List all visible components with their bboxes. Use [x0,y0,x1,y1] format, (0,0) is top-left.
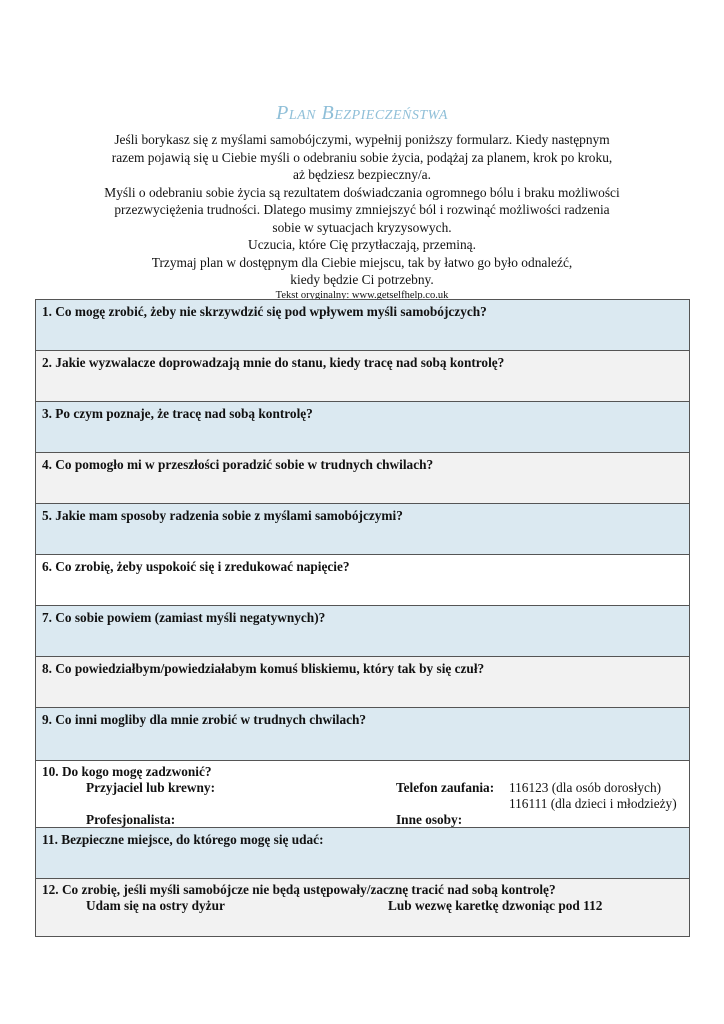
question-2-field[interactable] [36,351,689,402]
question-12-field[interactable] [36,879,689,936]
intro-line: przezwyciężenia trudności. Dlatego musimy zmniejszyć ból i rozwinąć możliwości radzenia [114,202,610,217]
question-5-label: 5. Jakie mam sposoby radzenia sobie z myślami samobójczymi? [42,508,403,523]
question-1-field[interactable] [36,300,689,351]
question-11-field[interactable] [36,828,689,879]
intro-line: Uczucia, które Cię przytłaczają, przeminą. [248,237,476,252]
intro-line: Trzymaj plan w dostępnym dla Ciebie miejscu, tak by łatwo go było odnaleźć, [151,254,573,270]
source-note: Tekst oryginalny: www.getselfhelp.co.uk [275,289,449,301]
intro-line: kiedy będzie Ci potrzebny. [290,272,434,287]
intro-text [40,131,684,302]
question-12-label: 12. Co zrobię, jeśli myśli samobójcze nie będą ustępowały/zacznę tracić nad sobą kontrolę? [42,882,556,897]
question-5-field[interactable] [36,504,689,555]
intro-line: sobie w sytuacjach kryzysowych. [272,219,452,235]
friend-label: Przyjaciel lub krewny: [86,780,216,795]
professional-label: Profesjonalista: [86,812,176,827]
others-label: Inne osoby: [396,812,463,827]
question-8-label: 8. Co powiedziałbym/powiedziałabym komuś bliskiemu, który tak by się czuł? [42,661,485,676]
question-1-label: 1. Co mogę zrobić, żeby nie skrzywdzić się pod wpływem myśli samobójczych? [42,304,487,319]
question-3-label: 3. Po czym poznaje, że tracę nad sobą kontrolę? [42,406,313,421]
intro-line: Jeśli borykasz się z myślami samobójczymi, wypełnij poniższy formularz. Kiedy następnym [114,132,610,147]
question-10-field[interactable] [36,761,689,828]
intro-line: aż będziesz bezpieczny/a. [293,167,431,182]
question-2-label: 2. Jakie wyzwalacze doprowadzają mnie do stanu, kiedy tracę nad sobą kontrolę? [42,355,505,370]
question-10-label: 10. Do kogo mogę zadzwonić? [42,764,212,779]
question-8-field[interactable] [36,657,689,708]
question-6-field[interactable] [36,555,689,606]
page-title: Plan Bezpieczeństwa [276,102,448,124]
hotline-youth: 116111 (dla dzieci i młodzieży) [509,796,677,811]
intro-line: Myśli o odebraniu sobie życia są rezultatem doświadczania ogromnego bólu i braku możliwości [104,184,620,200]
question-11-label: 11. Bezpieczne miejsce, do którego mogę się udać: [42,832,324,847]
safety-plan-form [35,299,690,937]
question-3-field[interactable] [36,402,689,453]
question-7-field[interactable] [36,606,689,657]
option-emergency-room: Udam się na ostry dyżur [86,898,225,913]
question-4-field[interactable] [36,453,689,504]
hotline-adults: 116123 (dla osób dorosłych) [509,780,662,795]
question-9-field[interactable] [36,708,689,761]
question-9-label: 9. Co inni mogliby dla mnie zrobić w trudnych chwilach? [42,712,367,727]
intro-line: razem pojawią się u Ciebie myśli o odebraniu sobie życia, podążaj za planem, krok po kroku, [111,149,613,165]
question-6-label: 6. Co zrobię, żeby uspokoić się i zredukować napięcie? [42,559,350,574]
question-7-label: 7. Co sobie powiem (zamiast myśli negatywnych)? [42,610,326,625]
option-ambulance: Lub wezwę karetkę dzwoniąc pod 112 [388,898,603,913]
hotline-label: Telefon zaufania: [396,780,495,795]
question-4-label: 4. Co pomogło mi w przeszłości poradzić sobie w trudnych chwilach? [42,457,434,472]
